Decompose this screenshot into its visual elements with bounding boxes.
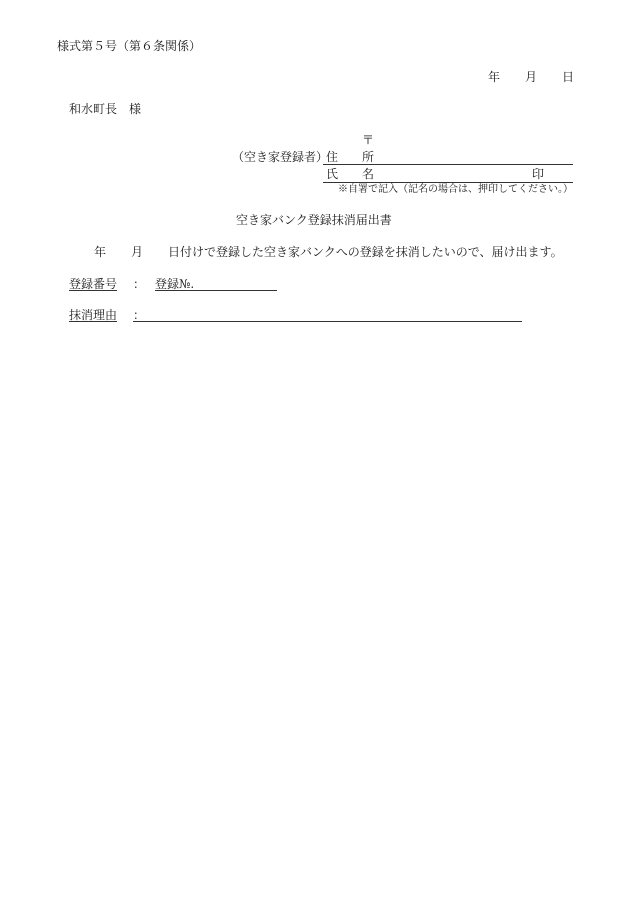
name-field-line[interactable]	[323, 182, 573, 183]
postal-mark: 〒	[362, 133, 375, 147]
body-month-label: 月	[131, 245, 144, 259]
address-label-part2: 所	[362, 150, 375, 164]
addressee: 和水町長 様	[69, 102, 142, 116]
cancellation-reason-field-line[interactable]	[133, 321, 522, 322]
document-title: 空き家バンク登録抹消届出書	[236, 213, 392, 227]
registration-label-underline	[69, 290, 117, 291]
body-year-label: 年	[94, 245, 107, 259]
form-number: 様式第５号（第６条関係）	[57, 39, 202, 53]
signature-note: ※自署で記入（記名の場合は、押印してください。）	[338, 184, 573, 195]
seal-mark: 印	[532, 167, 545, 181]
reason-label-underline	[69, 321, 117, 322]
registration-number-label: 登録番号	[69, 277, 118, 291]
date-year-label: 年	[488, 70, 501, 84]
cancellation-reason-label: 抹消理由	[69, 308, 118, 322]
registration-colon: ：	[133, 277, 146, 291]
registration-number-field-line[interactable]	[155, 290, 277, 291]
registrant-role: （空き家登録者）	[232, 150, 329, 164]
registration-number-prefix: 登録№.	[155, 277, 195, 291]
address-field-line[interactable]	[323, 164, 573, 165]
address-label-part1: 住	[326, 150, 339, 164]
name-label-part1: 氏	[326, 167, 339, 181]
body-statement: 日付けで登録した空き家バンクへの登録を抹消したいので、届け出ます。	[168, 245, 563, 259]
name-label-part2: 名	[362, 167, 375, 181]
reason-colon: ：	[133, 308, 146, 322]
date-month-label: 月	[525, 70, 538, 84]
date-day-label: 日	[562, 70, 575, 84]
